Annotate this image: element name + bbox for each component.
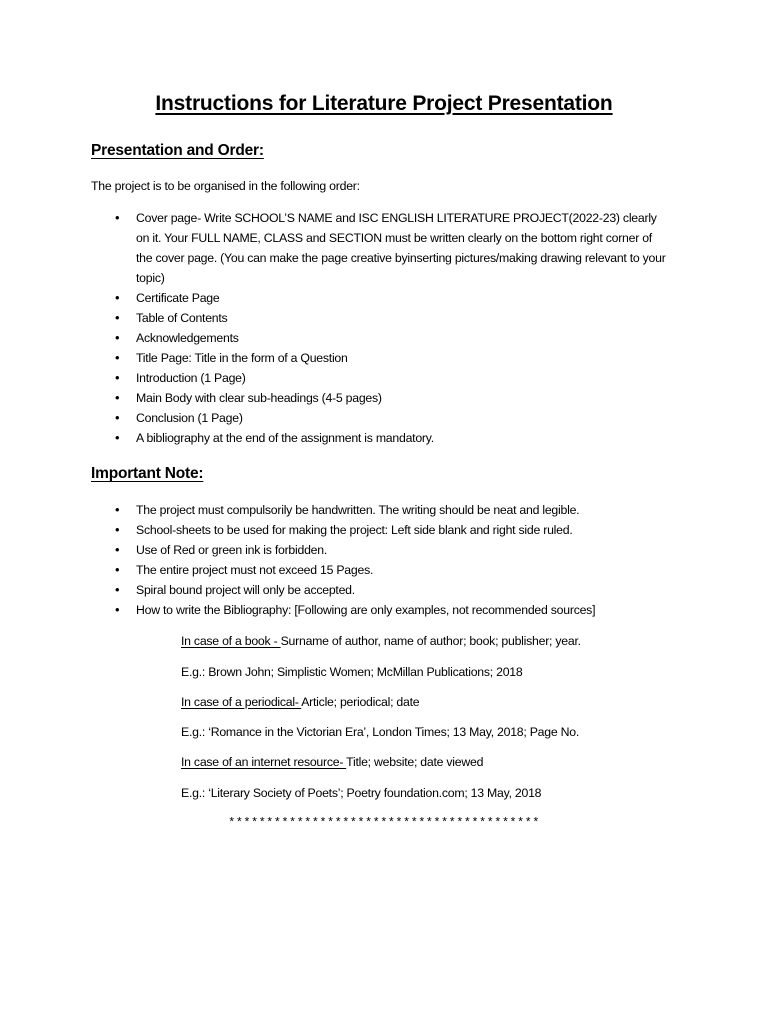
- section-intro: The project is to be organised in the following order:: [91, 179, 360, 193]
- list-item: • How to write the Bibliography: [Following are only examples, not recommended sources]: [91, 600, 671, 620]
- bib-internet-rest: Title; website; date viewed: [346, 755, 484, 769]
- bib-internet-label: In case of an internet resource-: [181, 755, 347, 769]
- bib-book-rest: Surname of author, name of author; book; publisher; year.: [280, 634, 581, 648]
- section-heading-presentation: Presentation and Order:: [91, 142, 264, 159]
- list-item: • The entire project must not exceed 15 Pages.: [91, 560, 671, 580]
- list-item: • Cover page- Write SCHOOL’S NAME and ISC ENGLISH LITERATURE PROJECT(2022-23) clearly on it. Your FULL NAME, CLASS and SECTION must be written clearly on the bottom right corner of the cover page. (You can make the page creative byinserting pictures/making drawing relevant to your topic): [91, 208, 671, 288]
- list-item: • Title Page: Title in the form of a Question: [91, 348, 671, 368]
- list-item: • Table of Contents: [91, 308, 671, 328]
- bib-internet-format: [181, 755, 483, 769]
- order-list: [91, 208, 671, 448]
- separator-line: *****************************************: [228, 816, 540, 830]
- list-item: • The project must compulsorily be handwritten. The writing should be neat and legible.: [91, 500, 671, 520]
- notes-list: [91, 500, 671, 620]
- bib-book-example: E.g.: Brown John; Simplistic Women; McMillan Publications; 2018: [181, 665, 523, 679]
- list-item: • Acknowledgements: [91, 328, 671, 348]
- bib-periodical-format: [181, 695, 419, 709]
- document-title: Instructions for Literature Project Presentation: [155, 92, 613, 115]
- list-item: • Certificate Page: [91, 288, 671, 308]
- list-item: • Main Body with clear sub-headings (4-5 pages): [91, 388, 671, 408]
- list-item: • Use of Red or green ink is forbidden.: [91, 540, 671, 560]
- bib-periodical-example: E.g.: ‘Romance in the Victorian Era’, London Times; 13 May, 2018; Page No.: [181, 725, 580, 739]
- section-heading-important-note: Important Note:: [91, 465, 204, 482]
- bib-internet-example: E.g.: ‘Literary Society of Poets’; Poetry foundation.com; 13 May, 2018: [181, 786, 542, 800]
- bib-book-label: In case of a book -: [181, 634, 281, 648]
- list-item: • Introduction (1 Page): [91, 368, 671, 388]
- list-item: • Spiral bound project will only be accepted.: [91, 580, 671, 600]
- bib-periodical-rest: Article; periodical; date: [301, 695, 420, 709]
- bib-periodical-label: In case of a periodical-: [181, 695, 302, 709]
- list-item: • Conclusion (1 Page): [91, 408, 671, 428]
- list-item: • A bibliography at the end of the assignment is mandatory.: [91, 428, 671, 448]
- bib-book-format: [181, 634, 581, 648]
- list-item: • School-sheets to be used for making the project: Left side blank and right side ruled.: [91, 520, 671, 540]
